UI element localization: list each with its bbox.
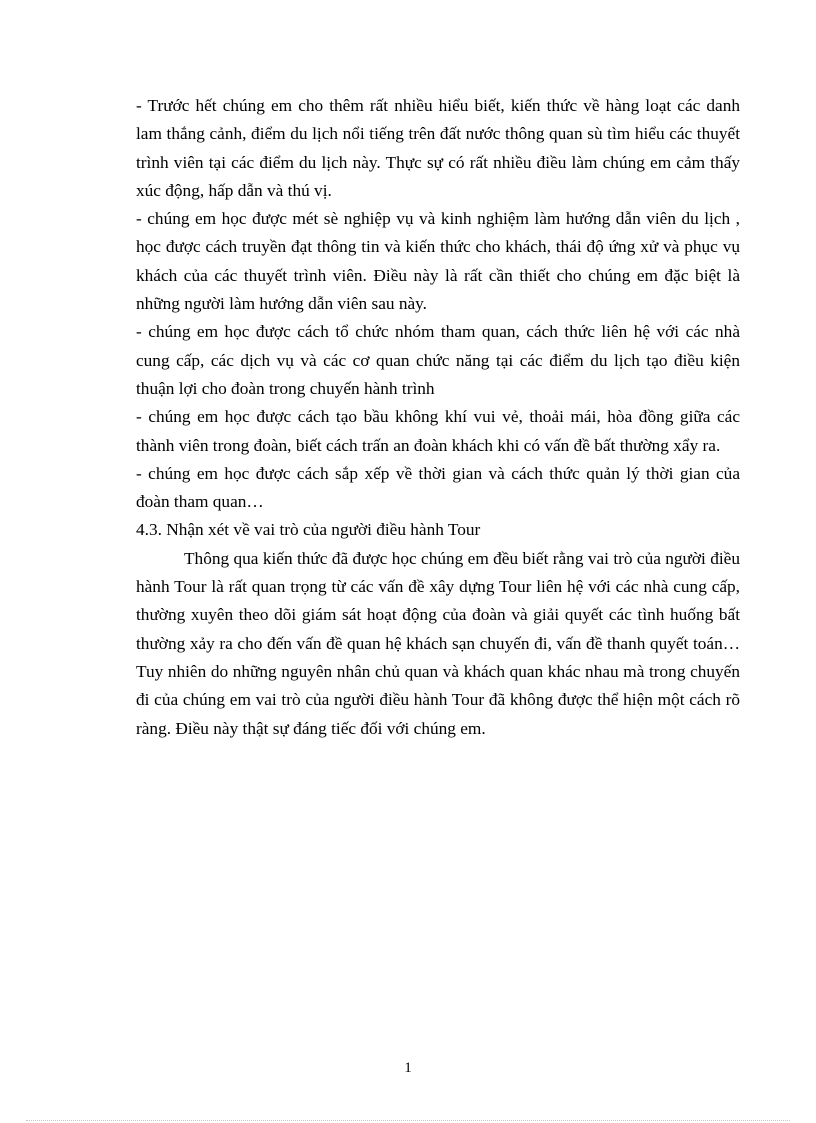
page-number: 1 bbox=[404, 1060, 412, 1076]
bullet-paragraph-time-management: - chúng em học được cách sắp xếp về thời gian và cách thức quản lý thời gian của đoàn tham quan… bbox=[136, 463, 740, 512]
bullet-paragraph-guiding-skills: - chúng em học được mét sè nghiệp vụ và kinh nghiệm làm hướng dẫn viên du lịch , học được cách truyền đạt thông tin và kiến thức cho khách, thái độ ứng xử và phục vụ khách của các thuyết trình viên. Điều này là rất cần thiết cho chúng em đặc biệt là những người làm hướng dẫn viên sau này. bbox=[136, 209, 740, 314]
bullet-paragraph-atmosphere: - chúng em học được cách tạo bầu không khí vui vẻ, thoải mái, hòa đồng giữa các thành viên trong đoàn, biết cách trấn an đoàn khách khi có vấn đề bất thường xẩy ra. bbox=[136, 407, 740, 455]
closing-paragraph: Thông qua kiến thức đã được học chúng em đều biết rằng vai trò của người điều hành Tour là rất quan trọng từ các vấn đề xây dựng Tour liên hệ với các nhà cung cấp, thường xuyên theo dõi giám sát hoạt động của đoàn và giải quyết các tình huống bất thường xảy ra cho đến vấn đề quan hệ khách sạn chuyến đi, vấn đề thanh quyết toán… Tuy nhiên do những nguyên nhân chủ quan và khách quan khác nhau mà trong chuyến đi của chúng em vai trò của người điều hành Tour đã không được thể hiện một cách rõ ràng. Điều này thật sự đáng tiếc đối với chúng em. bbox=[136, 548, 740, 738]
bullet-paragraph-group-organization: - chúng em học được cách tổ chức nhóm tham quan, cách thức liên hệ với các nhà cung cấp, các dịch vụ và các cơ quan chức năng tại các điểm du lịch tạo điều kiện thuận lợi cho đoàn trong chuyến hành trình bbox=[136, 322, 740, 398]
page-bottom-divider bbox=[26, 1120, 790, 1121]
page-body bbox=[136, 92, 740, 743]
section-heading: 4.3. Nhận xét về vai trò của người điều hành Tour bbox=[136, 520, 481, 540]
bullet-paragraph-knowledge: - Trước hết chúng em cho thêm rất nhiều hiểu biết, kiến thức về hàng loạt các danh lam thắng cảnh, điểm du lịch nổi tiếng trên đất nước thông quan sù tìm hiểu các thuyết trình viên tại các điểm du lịch này. Thực sự có rất nhiều điều làm chúng em cảm thấy xúc động, hấp dẫn và thú vị. bbox=[136, 96, 740, 200]
